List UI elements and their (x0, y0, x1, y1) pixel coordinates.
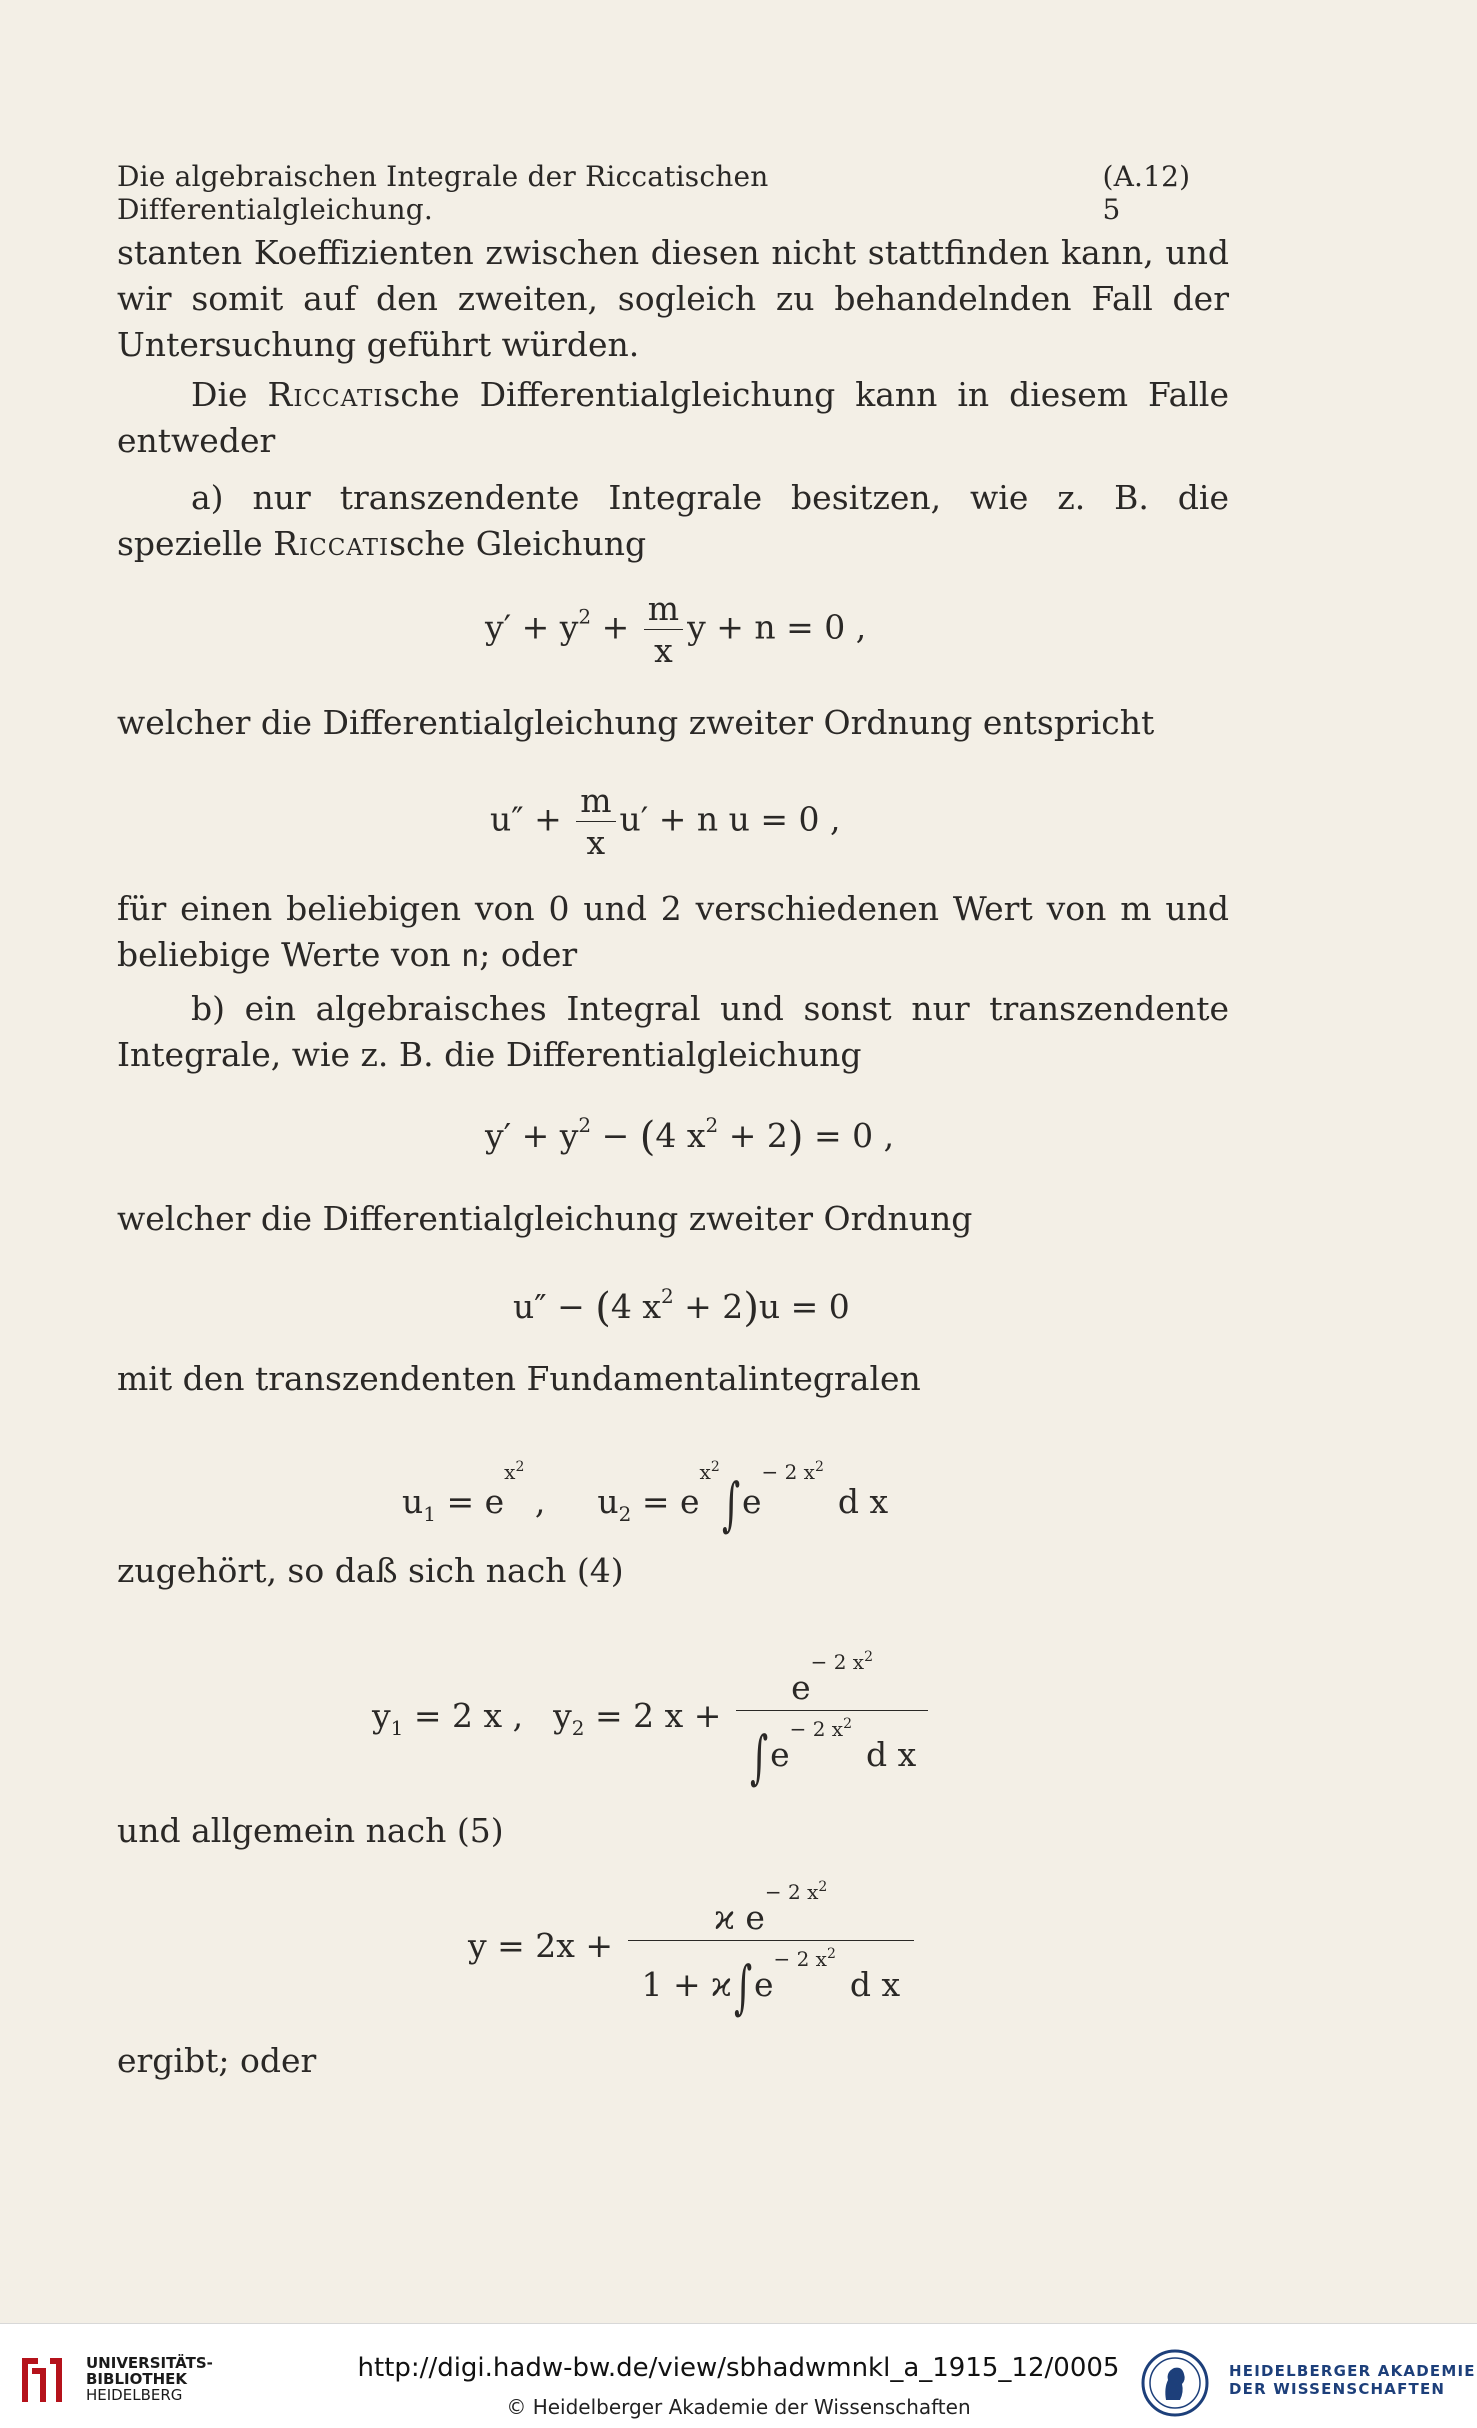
integral-sign: ∫ (733, 1953, 752, 2021)
paragraph-5: für einen beliebigen von 0 und 2 verschiedenen Wert von m und beliebige Werte von n; oder (117, 889, 1229, 974)
digitization-footer (0, 2323, 1477, 2428)
equation-riccati-special: $y' + y^2$ + $\frac{m}{x}$ y + n = 0 , (485, 589, 867, 670)
equation-riccati-algebraic: $y' + y^2 - (4$ $x^2 + 2) = 0$ , (485, 1113, 895, 1160)
copyright-notice: © Heidelberger Akademie der Wissenschaften (506, 2395, 971, 2419)
paragraph-10: und allgemein nach (5) (117, 1811, 504, 1850)
paragraph-7: welcher die Differentialgleichung zweiter Ordnung (117, 1199, 973, 1238)
paragraph-4: welcher die Differentialgleichung zweiter Ordnung entspricht (117, 703, 1155, 742)
paragraph-9: zugehört, so daß sich nach (4) (117, 1551, 624, 1590)
paragraph-3: a) nur transzendente Integrale besitzen, wie z. B. die spezielle Riccatische Gleichung (117, 478, 1229, 563)
page-number: 5 (1102, 193, 1121, 226)
running-header (117, 160, 1234, 226)
paragraph-11: ergibt; oder (117, 2041, 317, 2080)
equation-y1-y2: $y_1 = 2$ x , $y_2 = 2$ x + $\frac{e^{- 2 x^2}}{\int e^{- 2 x^2}d x}$ (372, 1650, 932, 1786)
university-library-name: UNIVERSITÄTS- BIBLIOTHEK HEIDELBERG (86, 2354, 213, 2404)
source-url-link[interactable]: http://digi.hadw-bw.de/view/sbhadwmnkl_a_1915_12/0005 (357, 2353, 1120, 2383)
equation-second-order-1: u″ + $\frac{m}{x}$ u′ + n u = 0 , (490, 781, 841, 862)
academy-seal-icon (1140, 2348, 1210, 2418)
paragraph-1: stanten Koeffizienten zwischen diesen nicht stattfinden kann, und wir somit auf den zweiten, sogleich zu behandelnden Fall der Untersuchung geführt würden. (117, 233, 1229, 364)
equation-second-order-2: u″ − (4 $x^2 + 2)u = 0$ (513, 1284, 850, 1331)
integral-sign: ∫ (749, 1723, 769, 1791)
integral-sign: ∫ (721, 1470, 740, 1538)
paragraph-2: Die Riccatische Differentialgleichung kann in diesem Falle entweder (117, 375, 1229, 460)
paragraph-6: b) ein algebraisches Integral und sonst nur transzendente Integrale, wie z. B. die Differentialgleichung (117, 989, 1229, 1074)
academy-name: HEIDELBERGER AKADEMIE DER WISSENSCHAFTEN (1229, 2362, 1476, 2398)
paragraph-8: mit den transzendenten Fundamentalintegralen (117, 1359, 921, 1398)
equation-fundamental-integrals: $u_1 = e^{x^2}$ , $u_2 = e^{x^2}\int e^{- 2 x^2}d$ x (402, 1459, 889, 1538)
header-ref: (A.12) (1102, 160, 1191, 193)
header-title: Die algebraischen Integrale der Riccatischen Differentialgleichung. (117, 160, 769, 226)
equation-general-solution: y = 2x + $\frac{ϰ e^{- 2 x^2}}{1 + ϰ\int e^{- 2 x^2}d x}$ (468, 1880, 918, 2016)
